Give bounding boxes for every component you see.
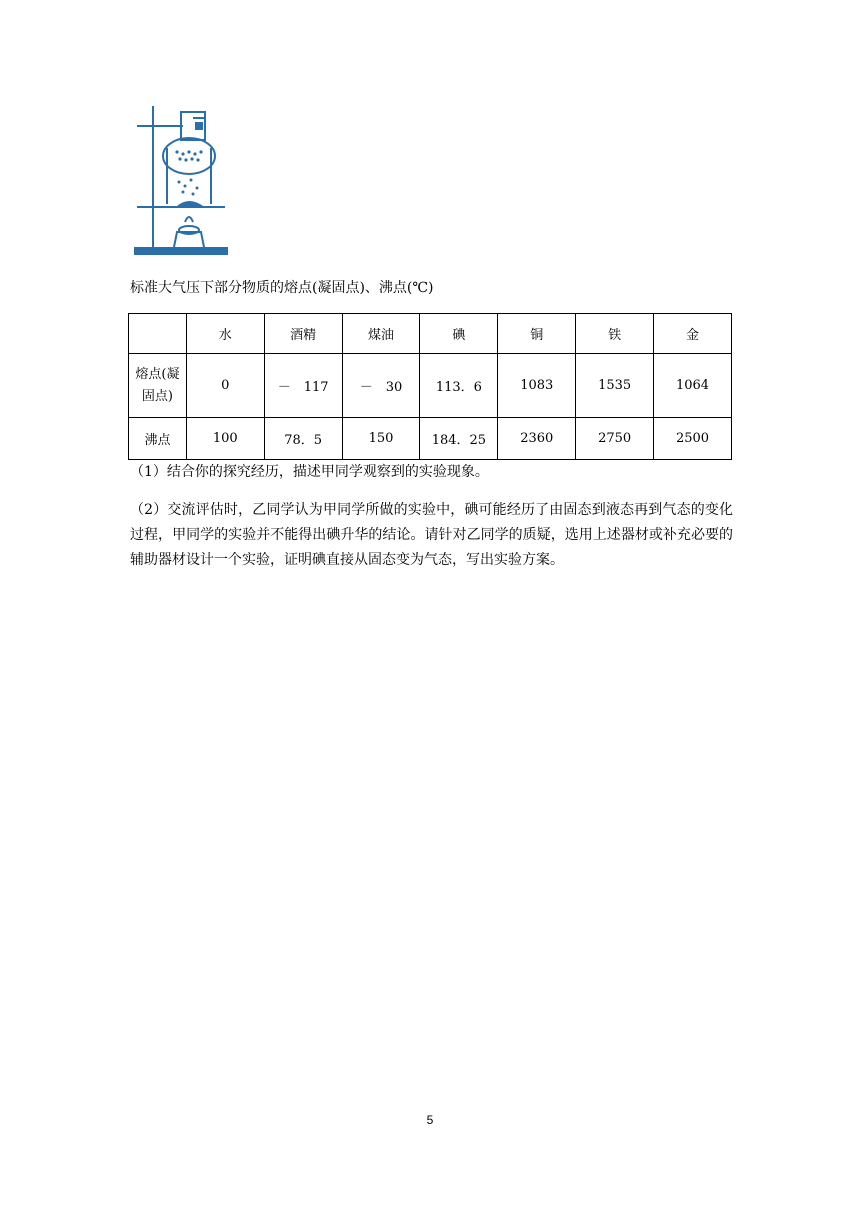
sublimation-apparatus-icon [133,104,229,256]
table-cell: － 117 [264,354,342,418]
page-number: 5 [426,1113,434,1127]
table-cell: 2750 [576,418,654,460]
header-cell: 碘 [420,314,498,354]
table-cell: 1083 [498,354,576,418]
header-cell: 酒精 [264,314,342,354]
header-cell [129,314,187,354]
row-label: 沸点 [129,418,187,460]
table-cell: 184．25 [420,418,498,460]
table-cell: 150 [342,418,420,460]
properties-table [128,313,732,460]
row-label: 熔点(凝固点) [129,354,187,418]
header-cell: 煤油 [342,314,420,354]
table-caption: 标准大气压下部分物质的熔点(凝固点)、沸点(℃) [130,280,434,296]
table-cell: 1064 [654,354,732,418]
table-cell: 113．6 [420,354,498,418]
table-cell: － 30 [342,354,420,418]
table-cell: 2500 [654,418,732,460]
table-cell: 78．5 [264,418,342,460]
table-row [129,354,732,418]
header-cell: 金 [654,314,732,354]
header-cell: 铜 [498,314,576,354]
table-row [129,418,732,460]
header-cell: 水 [186,314,264,354]
question-1: （1）结合你的探究经历，描述甲同学观察到的实验现象。 [130,464,489,480]
table-cell: 0 [186,354,264,418]
table-cell: 1535 [576,354,654,418]
table-cell: 2360 [498,418,576,460]
question-2: （2）交流评估时，乙同学认为甲同学所做的实验中，碘可能经历了由固态到液态再到气态的变化过程，甲同学的实验并不能得出碘升华的结论。请针对乙同学的质疑，选用上述器材或补充必要的辅助器材设计一个实验，证明碘直接从固态变为气态，写出实验方案。 [130,502,733,568]
table-cell: 100 [186,418,264,460]
header-cell: 铁 [576,314,654,354]
table-header-row [129,314,732,354]
